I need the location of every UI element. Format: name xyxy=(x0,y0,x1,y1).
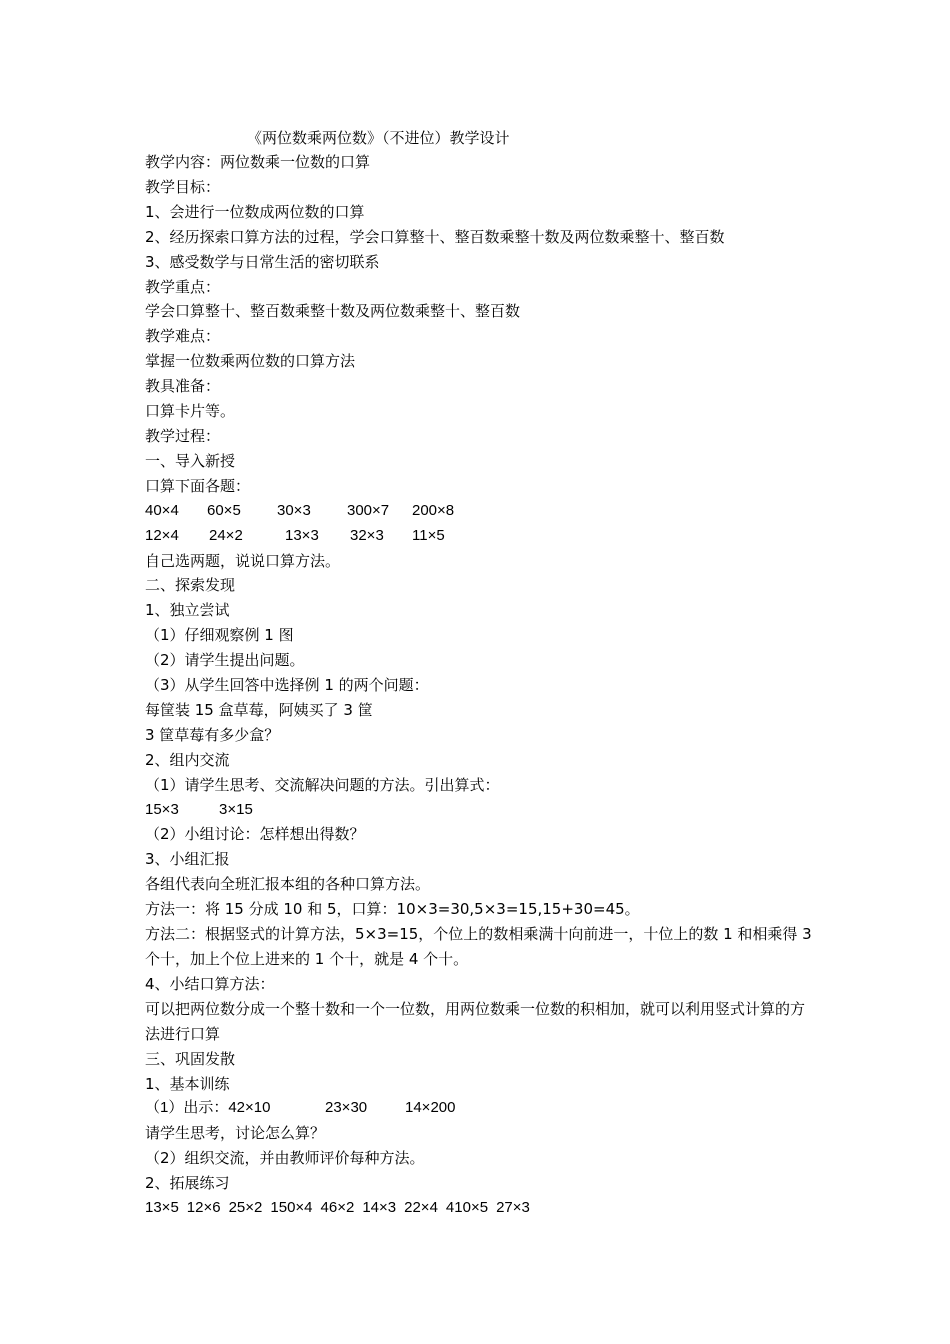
exercise-item: 30×3 xyxy=(277,501,311,519)
objective-3: 3、感受数学与日常生活的密切联系 xyxy=(145,252,380,271)
extension-item: 46×2 xyxy=(320,1199,355,1217)
extension-item: 25×2 xyxy=(228,1199,263,1217)
exercise-item: 11×5 xyxy=(412,526,445,544)
exercise-item: 300×7 xyxy=(347,501,390,519)
extension-item: 22×4 xyxy=(404,1199,438,1217)
show-item: 23×30 xyxy=(325,1099,368,1117)
subsection-group-exchange: 2、组内交流 xyxy=(145,750,230,769)
section-2-heading: 二、探索发现 xyxy=(145,576,236,595)
extension-item: 27×3 xyxy=(496,1199,530,1217)
show-row xyxy=(145,1096,815,1121)
heading-objectives: 教学目标： xyxy=(145,177,221,196)
subsection-summary: 4、小结口算方法： xyxy=(145,974,275,993)
step-group-discussion: （2）小组讨论：怎样想出得数？ xyxy=(145,825,365,844)
document-body xyxy=(145,150,815,1221)
exercise-row-1 xyxy=(145,499,815,524)
exercise-item: 12×4 xyxy=(145,526,179,544)
think-discuss-prompt: 请学生思考，讨论怎么算？ xyxy=(145,1124,326,1143)
choose-two-prompt: 自己选两题，说说口算方法。 xyxy=(145,551,341,570)
step-organize-exchange: （2）组织交流，并由教师评价每种方法。 xyxy=(145,1149,425,1168)
heading-key-points: 教学重点： xyxy=(145,277,221,296)
formula-row xyxy=(145,798,815,823)
exercise-item: 200×8 xyxy=(412,501,455,519)
extension-item: 410×5 xyxy=(445,1199,489,1217)
objective-2: 2、经历探索口算方法的过程，学会口算整十、整百数乘整十数及两位数乘整十、整百数 xyxy=(145,227,725,246)
problem-statement: 每筐装 15 盒草莓，阿姨买了 3 筐 xyxy=(145,700,373,719)
materials-text: 口算卡片等。 xyxy=(145,402,236,421)
extension-row xyxy=(145,1196,815,1221)
step-ask-questions: （2）请学生提出问题。 xyxy=(145,651,305,670)
section-3-heading: 三、巩固发散 xyxy=(145,1049,236,1068)
document-title: 《两位数乘两位数》（不进位）教学设计 xyxy=(247,129,510,147)
subsection-extension: 2、拓展练习 xyxy=(145,1174,230,1193)
show-item: （1）出示：42×10 xyxy=(145,1099,271,1117)
key-points-text: 学会口算整十、整百数乘整十数及两位数乘整十、整百数 xyxy=(145,302,521,321)
extension-item: 14×3 xyxy=(362,1199,397,1217)
heading-materials: 教具准备： xyxy=(145,377,221,396)
exercise-item: 13×3 xyxy=(285,526,319,544)
step-think-exchange: （1）请学生思考、交流解决问题的方法。引出算式： xyxy=(145,775,500,794)
subsection-group-report: 3、小组汇报 xyxy=(145,850,230,869)
extension-item: 12×6 xyxy=(186,1199,221,1217)
heading-process: 教学过程： xyxy=(145,426,221,445)
show-item: 14×200 xyxy=(405,1099,456,1117)
method-two: 方法二：根据竖式的计算方法，5×3=15，个位上的数相乘满十向前进一，十位上的数 1 和相乘得 3 个十，加上个位上进来的 1 个十，就是 4 个十。 xyxy=(145,925,812,968)
exercise-row-2 xyxy=(145,524,815,549)
problem-question: 3 筐草莓有多少盒？ xyxy=(145,725,280,744)
subsection-basic-training: 1、基本训练 xyxy=(145,1074,230,1093)
extension-item: 13×5 xyxy=(145,1199,179,1217)
formula-item: 3×15 xyxy=(219,800,253,818)
step-select-questions: （3）从学生回答中选择例 1 的两个问题： xyxy=(145,676,429,695)
exercise-item: 40×4 xyxy=(145,501,179,519)
exercise-item: 32×3 xyxy=(350,526,384,544)
heading-difficulties: 教学难点： xyxy=(145,327,221,346)
extension-item: 150×4 xyxy=(270,1199,313,1217)
difficulties-text: 掌握一位数乘两位数的口算方法 xyxy=(145,352,356,371)
formula-item: 15×3 xyxy=(145,800,179,818)
exercise-item: 24×2 xyxy=(209,526,243,544)
subsection-independent-try: 1、独立尝试 xyxy=(145,601,230,620)
section-1-heading: 一、导入新授 xyxy=(145,451,236,470)
method-one: 方法一：将 15 分成 10 和 5，口算：10×3=30,5×3=15,15+30=45。 xyxy=(145,900,640,919)
summary-text: 可以把两位数分成一个整十数和一个一位数，用两位数乘一位数的积相加，就可以利用竖式计算的方法进行口算 xyxy=(145,999,806,1043)
oral-calc-instruction: 口算下面各题： xyxy=(145,476,251,495)
report-intro: 各组代表向全班汇报本组的各种口算方法。 xyxy=(145,875,431,894)
teaching-content: 教学内容：两位数乘一位数的口算 xyxy=(145,153,371,171)
step-observe: （1）仔细观察例 1 图 xyxy=(145,626,294,645)
exercise-item: 60×5 xyxy=(207,501,241,519)
objective-1: 1、会进行一位数成两位数的口算 xyxy=(145,202,365,221)
